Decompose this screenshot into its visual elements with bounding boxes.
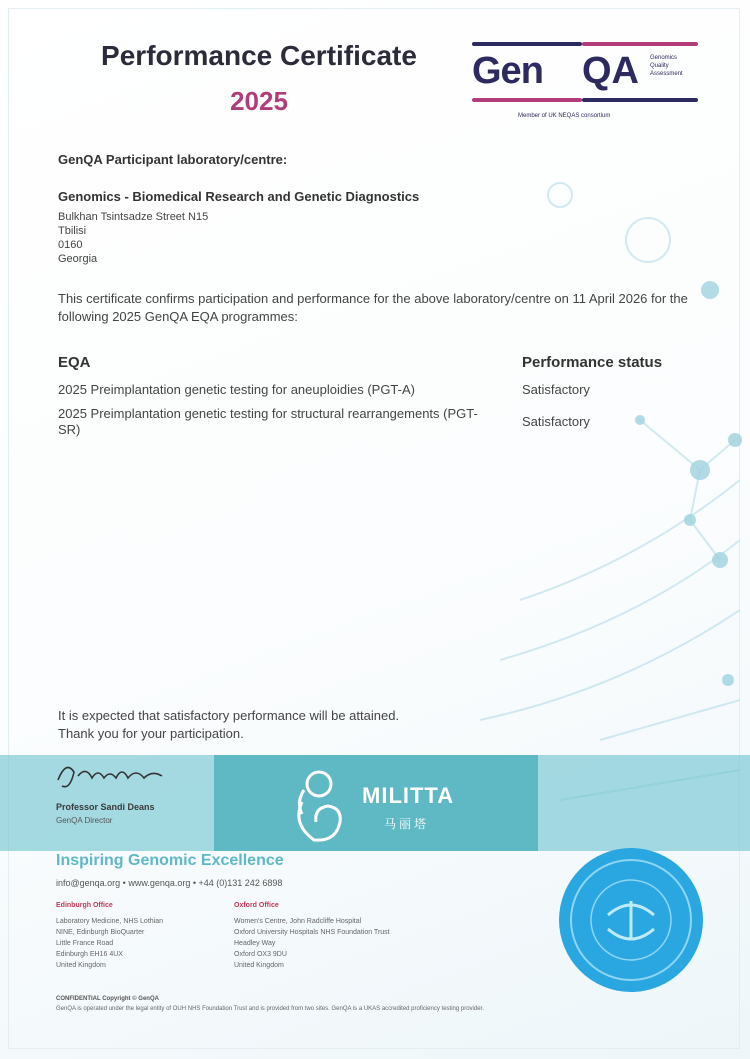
legal-notice: GenQA is operated under the legal entity of OUH NHS Foundation Trust and is provided from two sites. GenQA is a UKAS accredited proficiency testing provider. <box>56 1006 484 1012</box>
confirmation-text: This certificate confirms participation and performance for the above laboratory/centre on 11 April 2026 for the following 2025 GenQA EQA programmes: <box>58 291 688 324</box>
status-row-1: Satisfactory <box>522 382 590 397</box>
logo-qa-text: QA <box>582 50 639 92</box>
signatory-role: GenQA Director <box>56 816 113 825</box>
footer-contact: info@genqa.org • www.genqa.org • +44 (0)131 242 6898 <box>56 878 283 888</box>
participant-heading: GenQA Participant laboratory/centre: <box>58 152 288 167</box>
director-signature <box>52 756 172 796</box>
logo-gen-text: Gen <box>472 50 543 92</box>
inspiring-excellence-seal-icon <box>556 845 706 995</box>
status-row-2: Satisfactory <box>522 414 590 429</box>
certificate-title: Performance Certificate <box>101 40 417 71</box>
oxford-office-address: Women's Centre, John Radcliffe Hospital Oxford University Hospitals NHS Foundation Trust Headley Way Oxford OX3 9DU United Kingdom <box>234 918 390 969</box>
programme-row-1: 2025 Preimplantation genetic testing for aneuploidies (PGT-A) <box>58 382 415 397</box>
address-line: Bulkhan Tsintsadze Street N15 <box>58 211 209 223</box>
status-column-header: Performance status <box>522 354 663 371</box>
logo-stripe <box>582 42 698 46</box>
edinburgh-office-address: Laboratory Medicine, NHS Lothian NINE, Edinburgh BioQuarter Little France Road Edinburgh EH16 4UX United Kingdom <box>56 918 164 969</box>
oxford-office-heading: Oxford Office <box>234 902 279 909</box>
programme-row-2: 2025 Preimplantation genetic testing for structural rearrangements (PGT-SR) <box>58 406 478 437</box>
certificate-year: 2025 <box>230 86 288 116</box>
confidential-notice: CONFIDENTIAL Copyright © GenQA <box>56 996 159 1002</box>
logo-stripe <box>472 98 582 102</box>
logo-subtitle: Genomics Quality Assessment <box>650 55 683 77</box>
member-note: Member of UK NEQAS consortium <box>518 113 611 119</box>
watermark-chinese: 马丽塔 <box>384 817 430 831</box>
address-line: 0160 <box>58 239 83 251</box>
laboratory-address <box>58 210 208 266</box>
address-line: Georgia <box>58 253 98 265</box>
laboratory-name: Genomics - Biomedical Research and Genetic Diagnostics <box>58 189 420 204</box>
footer-tagline: Inspiring Genomic Excellence <box>56 852 284 869</box>
logo-stripe <box>582 98 698 102</box>
logo-stripe <box>472 42 582 46</box>
eqa-column-header: EQA <box>58 354 91 371</box>
address-line: Tbilisi <box>58 225 87 237</box>
militta-mother-child-icon <box>284 762 354 846</box>
signatory-name: Professor Sandi Deans <box>56 802 155 812</box>
watermark-brand: MILITTA <box>362 783 455 808</box>
closing-text: It is expected that satisfactory performance will be attained. Thank you for your participation. <box>58 708 400 741</box>
genqa-logo <box>472 38 704 124</box>
edinburgh-office-heading: Edinburgh Office <box>56 902 113 909</box>
